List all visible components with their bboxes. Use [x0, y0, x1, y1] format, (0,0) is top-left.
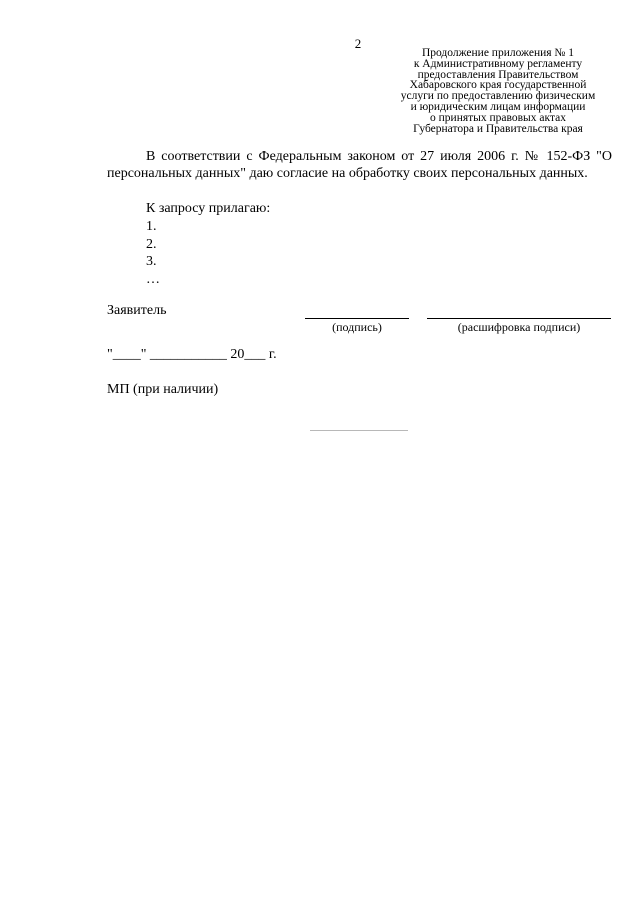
header-line: к Административному регламенту [413, 57, 583, 70]
seal-label: МП (при наличии) [107, 382, 219, 397]
header-line: и юридическим лицам информации [410, 100, 586, 113]
attachment-item: 1. [146, 219, 157, 234]
header-line: услуги по предоставлению физическим [400, 90, 596, 103]
applicant-label: Заявитель [107, 303, 167, 318]
header-line: предоставления Правительством [417, 68, 579, 81]
consent-paragraph: В соответствии с Федеральным законом от 27 июля 2006 г. № 152-ФЗ "О персональных данных" даю согласие на обработку своих персональных данных. [107, 149, 612, 181]
signature-decoding-caption: (расшифровка подписи) [457, 320, 581, 334]
attachment-item: 3. [146, 254, 157, 269]
signature-decoding-line [427, 318, 611, 319]
attachments-label: К запросу прилагаю: [146, 201, 271, 216]
header-line: Продолжение приложения № 1 [421, 47, 575, 59]
signature-caption: (подпись) [332, 320, 382, 334]
header-line: Хабаровского края государственной [409, 79, 587, 92]
appendix-header [380, 48, 616, 134]
attachment-item: 2. [146, 236, 157, 252]
page-number: 2 [354, 36, 362, 51]
signature-line [305, 318, 409, 319]
header-line: о принятых правовых актах [430, 111, 566, 124]
end-rule [310, 430, 408, 431]
date-field: "____" ___________ 20___ г. [107, 347, 277, 362]
header-line: Губернатора и Правительства края [413, 122, 583, 135]
attachments-list [146, 218, 160, 288]
attachment-item: … [146, 271, 160, 287]
